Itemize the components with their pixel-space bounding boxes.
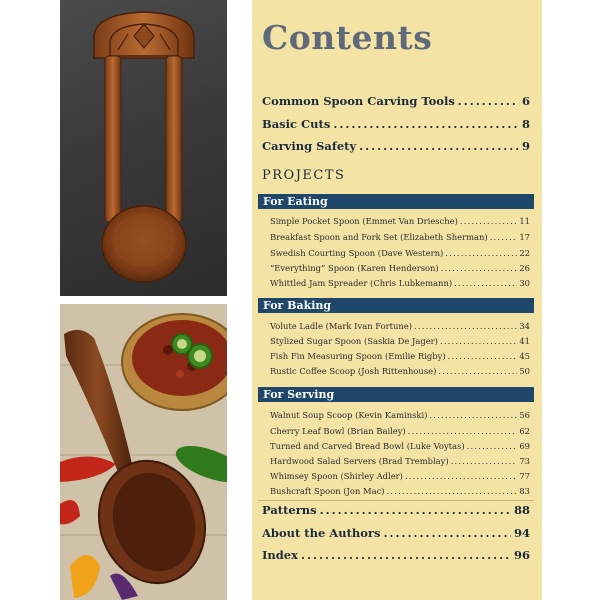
toc-entry-label: Patterns	[262, 503, 317, 517]
toc-entry-label: Carving Safety	[262, 139, 357, 153]
toc-subentry-label: Bushcraft Spoon (Jon Mac)	[270, 486, 385, 496]
toc-subentry-page: 22	[519, 248, 530, 258]
toc-subentry-page: 26	[519, 263, 530, 273]
section-divider	[258, 500, 534, 501]
toc-entry-about-the-authors[interactable]	[262, 526, 530, 540]
toc-subentry[interactable]	[270, 441, 530, 451]
toc-subentry-page: 77	[519, 471, 530, 481]
projects-heading: PROJECTS	[262, 168, 346, 183]
toc-subentry-label: Volute Ladle (Mark Ivan Fortune)	[270, 321, 413, 331]
toc-subentry-label: Swedish Courting Spoon (Dave Western)	[270, 248, 444, 258]
toc-entry-label: Basic Cuts	[262, 117, 331, 131]
leader-dots	[490, 232, 518, 242]
toc-subentry-label: Turned and Carved Bread Bowl (Luke Voytas)	[270, 441, 465, 451]
toc-entry-carving-safety[interactable]	[262, 139, 530, 153]
leader-dots	[467, 441, 518, 451]
toc-subentry-label: Walnut Soup Scoop (Kevin Kaminski)	[270, 410, 428, 420]
contents-panel	[252, 0, 542, 600]
toc-subentry[interactable]	[270, 366, 530, 376]
wooden-scoop-salsa-illustration	[60, 304, 227, 600]
leader-dots	[451, 456, 518, 466]
toc-subentry[interactable]	[270, 426, 530, 436]
toc-entry-page: 94	[513, 526, 530, 540]
toc-subentry-page: 11	[519, 216, 530, 226]
toc-subentry[interactable]	[270, 263, 530, 273]
toc-subentry-page: 45	[519, 351, 530, 361]
toc-subentry[interactable]	[270, 321, 530, 331]
toc-subentry[interactable]	[270, 248, 530, 258]
toc-subentry[interactable]	[270, 471, 530, 481]
section-heading-for-eating: For Eating	[258, 194, 534, 209]
toc-subentry-page: 56	[519, 410, 530, 420]
leader-dots	[301, 548, 511, 562]
toc-subentry[interactable]	[270, 486, 530, 496]
section-heading-for-serving: For Serving	[258, 387, 534, 402]
leader-dots	[438, 366, 517, 376]
salsa-scoop-photo	[60, 304, 227, 600]
leader-dots	[383, 526, 511, 540]
leader-dots	[387, 486, 518, 496]
toc-entry-label: Common Spoon Carving Tools	[262, 94, 455, 108]
toc-subentry-label: Stylized Sugar Spoon (Saskia De Jager)	[270, 336, 438, 346]
toc-subentry-label: Cherry Leaf Bowl (Brian Bailey)	[270, 426, 406, 436]
toc-entry-page: 6	[521, 94, 530, 108]
leader-dots	[359, 139, 519, 153]
toc-subentry-page: 83	[519, 486, 530, 496]
toc-subentry-label: Whittled Jam Spreader (Chris Lubkemann)	[270, 278, 453, 288]
leader-dots	[333, 117, 519, 131]
leader-dots	[408, 426, 518, 436]
toc-subentry[interactable]	[270, 351, 530, 361]
toc-entry-spoon-carving-tools[interactable]	[262, 94, 530, 108]
toc-entry-page: 9	[521, 139, 530, 153]
toc-entry-label: About the Authors	[262, 526, 381, 540]
toc-subentry-label: Breakfast Spoon and Fork Set (Elizabeth Sherman)	[270, 232, 488, 242]
toc-subentry-page: 73	[519, 456, 530, 466]
toc-subentry-page: 69	[519, 441, 530, 451]
toc-subentry-label: Simple Pocket Spoon (Emmet Van Driesche)	[270, 216, 458, 226]
leader-dots	[460, 216, 517, 226]
toc-subentry[interactable]	[270, 410, 530, 420]
toc-subentry[interactable]	[270, 336, 530, 346]
toc-subentry[interactable]	[270, 232, 530, 242]
toc-entry-page: 88	[513, 503, 530, 517]
toc-subentry-page: 62	[519, 426, 530, 436]
toc-entry-patterns[interactable]	[262, 503, 530, 517]
toc-subentry-page: 30	[519, 278, 530, 288]
leader-dots	[320, 503, 511, 517]
leader-dots	[414, 321, 517, 331]
toc-subentry-label: Whimsey Spoon (Shirley Adler)	[270, 471, 403, 481]
toc-subentry-page: 34	[519, 321, 530, 331]
toc-subentry[interactable]	[270, 278, 530, 288]
toc-entry-basic-cuts[interactable]	[262, 117, 530, 131]
leader-dots	[405, 471, 517, 481]
toc-subentry-label: Hardwood Salad Servers (Brad Tremblay)	[270, 456, 449, 466]
section-heading-for-baking: For Baking	[258, 298, 534, 313]
contents-title: Contents	[262, 18, 433, 57]
toc-subentry-page: 17	[519, 232, 530, 242]
leader-dots	[458, 94, 519, 108]
carved-wooden-scoop-illustration	[60, 0, 227, 296]
leader-dots	[429, 410, 517, 420]
carved-spoon-photo	[60, 0, 227, 296]
toc-entry-index[interactable]	[262, 548, 530, 562]
toc-subentry-page: 50	[519, 366, 530, 376]
toc-subentry-label: Rustic Coffee Scoop (Josh Rittenhouse)	[270, 366, 437, 376]
leader-dots	[445, 248, 517, 258]
toc-entry-page: 96	[513, 548, 530, 562]
leader-dots	[441, 263, 518, 273]
toc-subentry-label: “Everything” Spoon (Karen Henderson)	[270, 263, 439, 273]
toc-subentry[interactable]	[270, 456, 530, 466]
leader-dots	[454, 278, 517, 288]
toc-entry-page: 8	[521, 117, 530, 131]
toc-subentry[interactable]	[270, 216, 530, 226]
leader-dots	[440, 336, 517, 346]
toc-subentry-label: Fish Fin Measuring Spoon (Emilie Rigby)	[270, 351, 446, 361]
leader-dots	[448, 351, 518, 361]
toc-subentry-page: 41	[519, 336, 530, 346]
toc-entry-label: Index	[262, 548, 298, 562]
